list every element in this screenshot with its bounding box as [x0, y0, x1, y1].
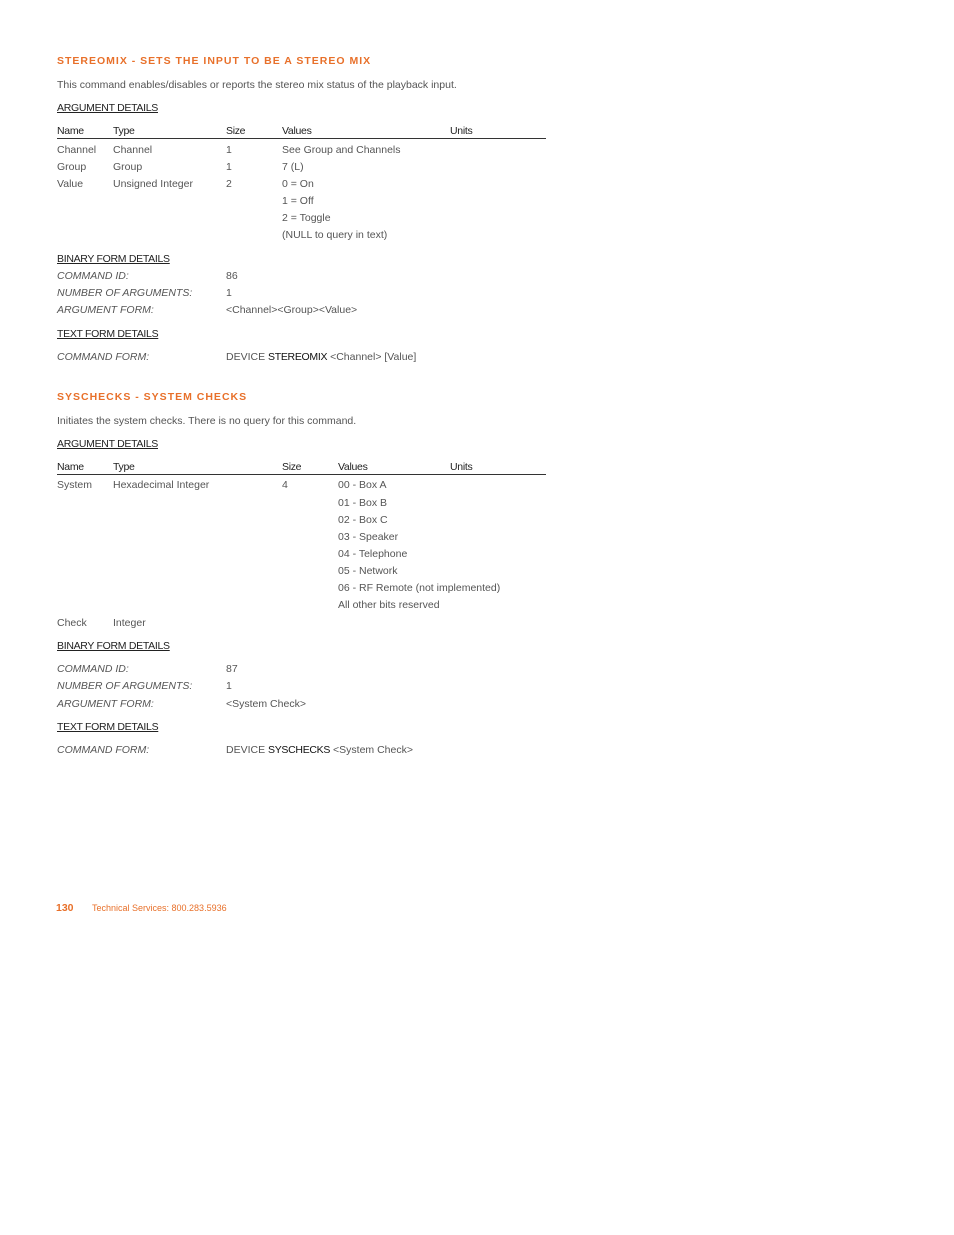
command-form-label: COMMAND FORM: — [57, 351, 150, 363]
table-cell-value: 01 - Box B — [338, 497, 388, 509]
command-id-value: 86 — [226, 270, 238, 282]
command-form-label: COMMAND FORM: — [57, 744, 150, 756]
table-cell-size: 1 — [226, 161, 232, 173]
column-header-size: Size — [226, 125, 246, 137]
num-args-value: 1 — [226, 680, 232, 692]
table-cell-value: 02 - Box C — [338, 514, 388, 526]
syschecks-binary-heading: BINARY FORM DETAILS — [57, 640, 170, 652]
table-cell-name: Value — [57, 178, 84, 190]
syschecks-description: Initiates the system checks. There is no query for this command. — [57, 415, 357, 427]
table-cell-size: 4 — [282, 479, 288, 491]
table-cell-value: See Group and Channels — [282, 144, 401, 156]
page-number: 130 — [56, 902, 74, 914]
table-cell-value: 1 = Off — [282, 195, 314, 207]
table-cell-value: 03 - Speaker — [338, 531, 399, 543]
command-prefix: DEVICE — [226, 744, 266, 756]
table-cell-value: 0 = On — [282, 178, 314, 190]
table-cell-value: 05 - Network — [338, 565, 398, 577]
column-header-name: Name — [57, 461, 84, 473]
stereomix-binary-heading: BINARY FORM DETAILS — [57, 253, 170, 265]
arg-form-label: ARGUMENT FORM: — [57, 698, 154, 710]
table-cell-name: Group — [57, 161, 87, 173]
table-cell-name: System — [57, 479, 93, 491]
table-cell-type: Unsigned Integer — [113, 178, 193, 190]
table-cell-value: All other bits reserved — [338, 599, 440, 611]
column-header-values: Values — [338, 461, 368, 473]
table-cell-size: 1 — [226, 144, 232, 156]
table-cell-type: Group — [113, 161, 143, 173]
column-header-units: Units — [450, 125, 473, 137]
command-form-value — [226, 351, 416, 363]
arg-form-label: ARGUMENT FORM: — [57, 304, 154, 316]
num-args-value: 1 — [226, 287, 232, 299]
syschecks-argument-details-heading: ARGUMENT DETAILS — [57, 438, 158, 450]
stereomix-description: This command enables/disables or reports the stereo mix status of the playback input. — [57, 79, 457, 91]
arg-form-value: <System Check> — [226, 698, 306, 710]
table-cell-value: 00 - Box A — [338, 479, 387, 491]
stereomix-argument-details-heading: ARGUMENT DETAILS — [57, 102, 158, 114]
command-id-label: COMMAND ID: — [57, 663, 129, 675]
column-header-type: Type — [113, 125, 135, 137]
command-prefix: DEVICE — [226, 351, 266, 363]
arg-form-value: <Channel><Group><Value> — [226, 304, 358, 316]
table-cell-value: 06 - RF Remote (not implemented) — [338, 582, 501, 594]
stereomix-text-heading: TEXT FORM DETAILS — [57, 328, 159, 340]
command-id-value: 87 — [226, 663, 238, 675]
command-suffix: <System Check> — [333, 744, 413, 756]
column-header-units: Units — [450, 461, 473, 473]
syschecks-text-heading: TEXT FORM DETAILS — [57, 721, 159, 733]
table-header-rule — [57, 474, 546, 475]
table-cell-value: 2 = Toggle — [282, 212, 331, 224]
num-args-label: NUMBER OF ARGUMENTS: — [57, 680, 193, 692]
column-header-type: Type — [113, 461, 135, 473]
command-form-value — [226, 744, 413, 756]
footer-contact: Technical Services: 800.283.5936 — [92, 903, 227, 913]
stereomix-title: STEREOMIX - SETS THE INPUT TO BE A STEREO MIX — [57, 55, 372, 67]
table-cell-value: 7 (L) — [282, 161, 304, 173]
command-keyword: SYSCHECKS — [268, 744, 331, 756]
table-cell-type: Channel — [113, 144, 153, 156]
command-suffix: <Channel> [Value] — [330, 351, 417, 363]
table-cell-type: Hexadecimal Integer — [113, 479, 210, 491]
table-cell-value: (NULL to query in text) — [282, 229, 388, 241]
syschecks-title: SYSCHECKS - SYSTEM CHECKS — [57, 391, 248, 403]
num-args-label: NUMBER OF ARGUMENTS: — [57, 287, 193, 299]
table-header-rule — [57, 138, 546, 139]
command-keyword: STEREOMIX — [268, 351, 328, 363]
table-cell-size: 2 — [226, 178, 232, 190]
column-header-name: Name — [57, 125, 84, 137]
table-cell-name: Channel — [57, 144, 97, 156]
table-cell-type: Integer — [113, 617, 146, 629]
table-cell-name: Check — [57, 617, 87, 629]
table-cell-value: 04 - Telephone — [338, 548, 408, 560]
command-id-label: COMMAND ID: — [57, 270, 129, 282]
column-header-values: Values — [282, 125, 312, 137]
column-header-size: Size — [282, 461, 302, 473]
